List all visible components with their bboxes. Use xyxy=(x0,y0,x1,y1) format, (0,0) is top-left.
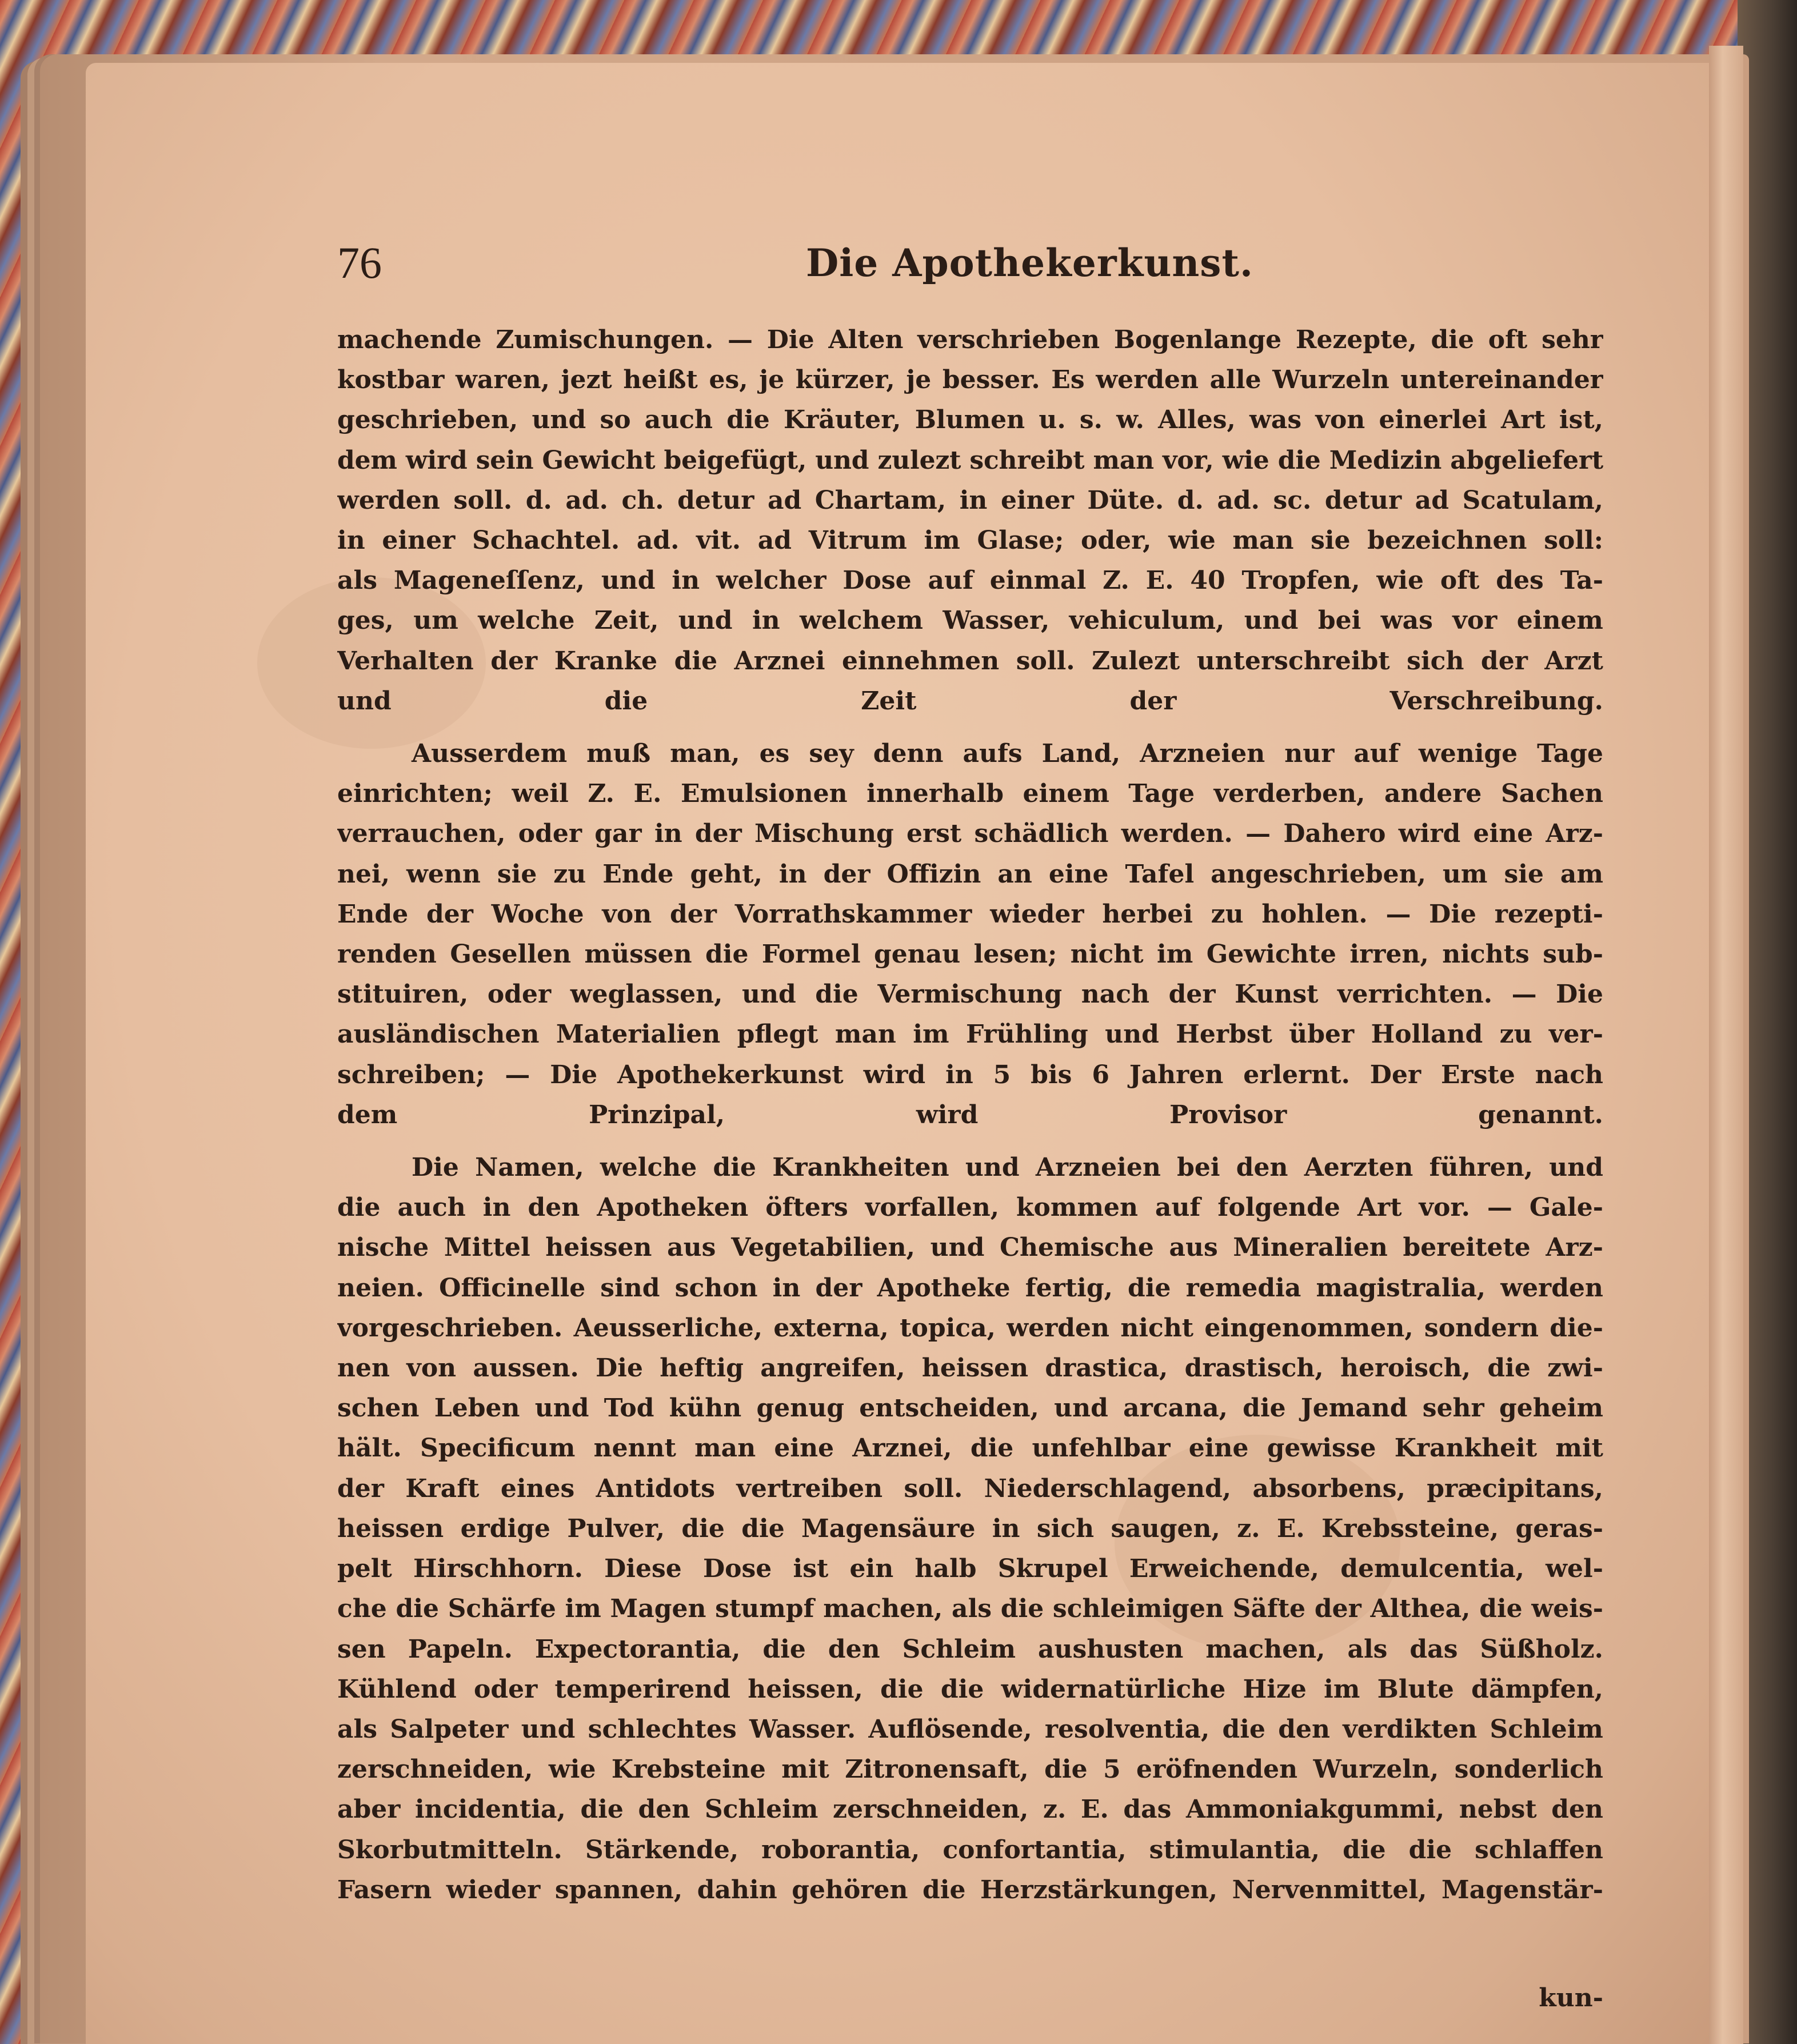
text-line: Skorbutmitteln. Stärkende, roborantia, confortantia, stimulantia, die die schlaffen xyxy=(337,1835,1603,1865)
text-line: Die Namen, welche die Krankheiten und Arzneien bei den Aerzten führen, und xyxy=(412,1153,1603,1183)
text-line: stituiren, oder weglassen, und die Vermischung nach der Kunst verrichten. — Die xyxy=(337,980,1603,1009)
text-line: Kühlend oder temperirend heissen, die die widernatürliche Hize im Blute dämpfen, xyxy=(337,1674,1603,1704)
text-line: zerschneiden, wie Krebsteine mit Zitronensaft, die 5 eröfnenden Wurzeln, sonderlich xyxy=(337,1755,1603,1784)
text-line: sen Papeln. Expectorantia, die den Schleim aushusten machen, als das Süßholz. xyxy=(337,1634,1603,1664)
text-line: pelt Hirschhorn. Diese Dose ist ein halb Skrupel Erweichende, demulcentia, wel- xyxy=(337,1554,1603,1584)
text-line: nische Mittel heissen aus Vegetabilien, und Chemische aus Mineralien bereitete Arz- xyxy=(337,1233,1603,1263)
text-line: der Kraft eines Antidots vertreiben soll. Niederschlagend, absorbens, præcipitans, xyxy=(337,1474,1603,1503)
text-line: als Mageneſſenz, und in welcher Dose auf einmal Z. E. 40 Tropfen, wie oft des Ta- xyxy=(337,566,1603,596)
text-line: Ausserdem muß man, es sey denn aufs Land, Arzneien nur auf wenige Tage xyxy=(412,739,1603,769)
text-line: hält. Specificum nennt man eine Arznei, die unfehlbar eine gewisse Krankheit mit xyxy=(337,1434,1603,1463)
page-number: 76 xyxy=(337,238,382,288)
text-line: nen von aussen. Die heftig angreifen, heissen drastica, drastisch, heroisch, die zwi- xyxy=(337,1354,1603,1383)
text-line: geschrieben, und so auch die Kräuter, Blumen u. s. w. Alles, was von einerlei Art ist, xyxy=(337,405,1603,435)
text-line: dem Prinzipal, wird Provisor genannt. xyxy=(337,1100,1603,1129)
text-line: renden Gesellen müssen die Formel genau lesen; nicht im Gewichte irren, nichts sub- xyxy=(337,940,1603,969)
text-line: werden soll. d. ad. ch. detur ad Chartam, in einer Düte. d. ad. sc. detur ad Scatulam, xyxy=(337,485,1603,515)
text-line: schen Leben und Tod kühn genug entscheiden, und arcana, die Jemand sehr geheim xyxy=(337,1394,1603,1423)
text-line: ges, um welche Zeit, und in welchem Wasser, vehiculum, und bei was vor einem xyxy=(337,606,1603,636)
text-line: vorgeschrieben. Aeusserliche, externa, topica, werden nicht eingenommen, sondern die- xyxy=(337,1313,1603,1343)
text-line: verrauchen, oder gar in der Mischung erst schädlich werden. — Dahero wird eine Arz- xyxy=(337,819,1603,849)
text-line: kostbar waren, jezt heißt es, je kürzer, je besser. Es werden alle Wurzeln untereinander xyxy=(337,365,1603,395)
text-line: dem wird sein Gewicht beigefügt, und zulezt schreibt man vor, wie die Medizin abgeliefert xyxy=(337,445,1603,475)
text-line: und die Zeit der Verschreibung. xyxy=(337,686,1603,716)
text-line: che die Schärfe im Magen stumpf machen, als die schleimigen Säfte der Althea, die weis- xyxy=(337,1594,1603,1624)
text-line: Fasern wieder spannen, dahin gehören die Herzstärkungen, Nervenmittel, Magenstär- xyxy=(337,1875,1603,1905)
catchword: kun- xyxy=(1539,1983,1603,2013)
text-line: einrichten; weil Z. E. Emulsionen innerhalb einem Tage verderben, andere Sachen xyxy=(337,779,1603,809)
text-line: in einer Schachtel. ad. vit. ad Vitrum im Glase; oder, wie man sie bezeichnen soll: xyxy=(337,526,1603,556)
text-line: neien. Officinelle sind schon in der Apotheke fertig, die remedia magistralia, werden xyxy=(337,1273,1603,1303)
text-line: aber incidentia, die den Schleim zerschneiden, z. E. das Ammoniakgummi, nebst den xyxy=(337,1795,1603,1825)
body-text xyxy=(337,320,1603,1923)
text-line: die auch in den Apotheken öfters vorfallen, kommen auf folgende Art vor. — Gale- xyxy=(337,1193,1603,1223)
paragraph xyxy=(337,320,1603,721)
paragraph xyxy=(337,734,1603,1135)
text-line: heissen erdige Pulver, die die Magensäure in sich saugen, z. E. Krebssteine, geras- xyxy=(337,1514,1603,1543)
text-line: Ende der Woche von der Vorrathskammer wieder herbei zu hohlen. — Die rezepti- xyxy=(337,899,1603,929)
text-line: ausländischen Materialien pflegt man im Frühling und Herbst über Holland zu ver- xyxy=(337,1020,1603,1049)
text-line: nei, wenn sie zu Ende geht, in der Offizin an eine Tafel angeschrieben, um sie am xyxy=(337,859,1603,889)
running-title: Die Apothekerkunst. xyxy=(806,241,1253,285)
paragraph xyxy=(337,1148,1603,1910)
text-line: schreiben; — Die Apothekerkunst wird in 5 bis 6 Jahren erlernt. Der Erste nach xyxy=(337,1060,1603,1089)
page-header xyxy=(337,231,1603,294)
book-gutter xyxy=(1709,46,1743,2044)
text-line: als Salpeter und schlechtes Wasser. Auflösende, resolventia, die den verdikten Schleim xyxy=(337,1714,1603,1744)
text-line: Verhalten der Kranke die Arznei einnehmen soll. Zulezt unterschreibt sich der Arzt xyxy=(337,646,1603,676)
text-line: machende Zumischungen. — Die Alten verschrieben Bogenlange Rezepte, die oft sehr xyxy=(337,325,1603,354)
